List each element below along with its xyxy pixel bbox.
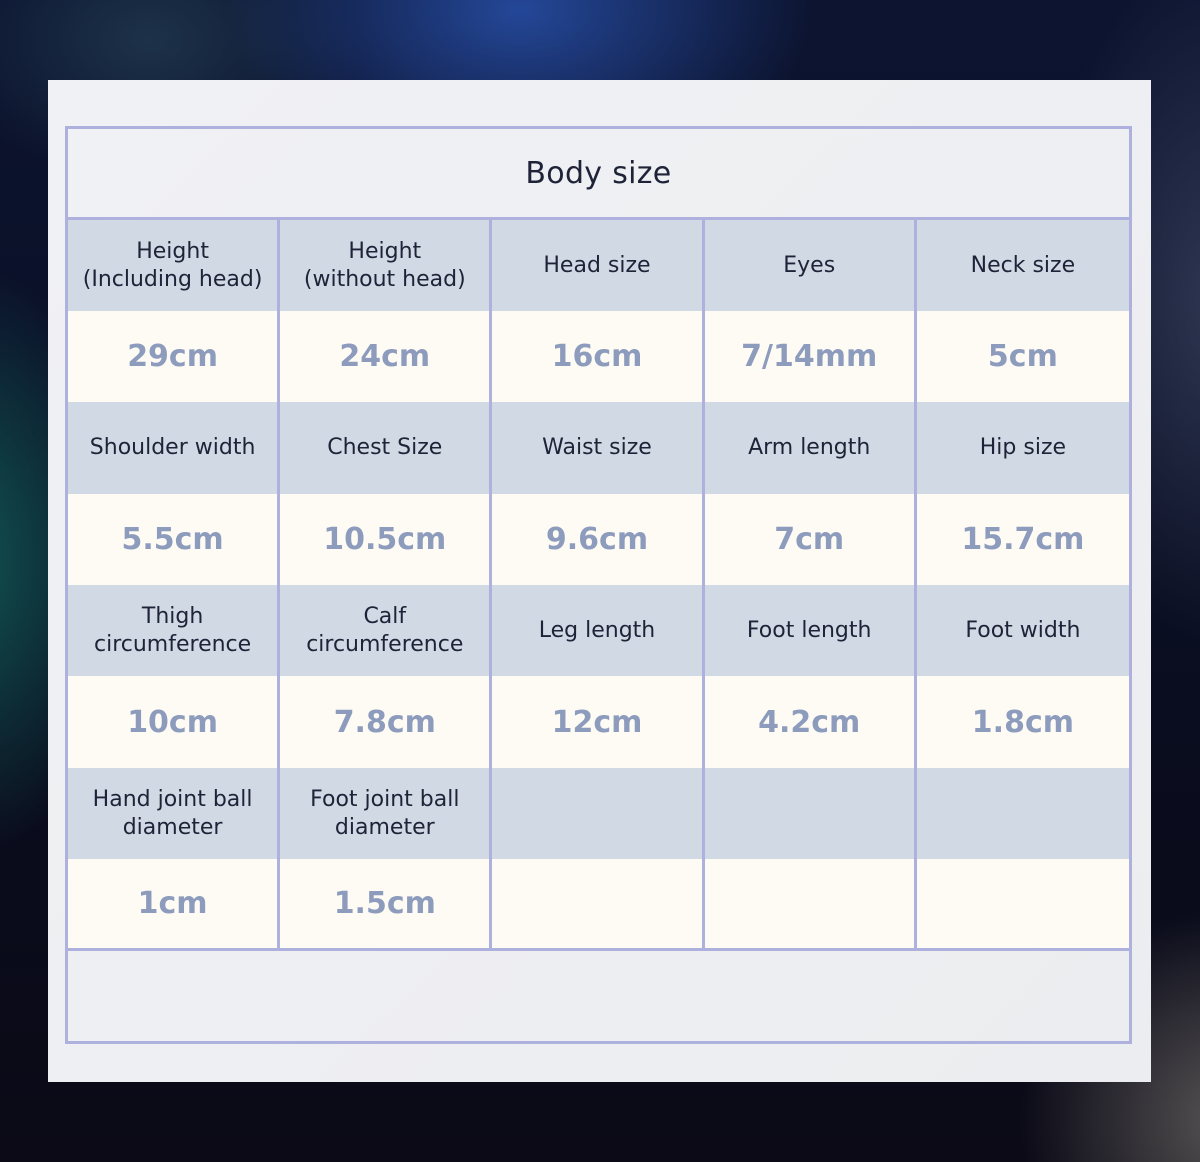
measurement-label	[705, 768, 917, 859]
measurement-label: Eyes	[705, 220, 917, 311]
measurements-grid	[68, 220, 1129, 951]
measurement-value: 15.7cm	[917, 494, 1129, 585]
measurement-value	[917, 859, 1129, 951]
measurement-label: Foot length	[705, 585, 917, 676]
measurement-value: 29cm	[68, 311, 280, 402]
measurement-value	[705, 859, 917, 951]
measurement-label: Head size	[492, 220, 704, 311]
measurement-label	[492, 768, 704, 859]
measurement-label: Hip size	[917, 402, 1129, 494]
measurement-value: 1.5cm	[280, 859, 492, 951]
size-table	[65, 126, 1132, 1044]
measurement-label: Height (Including head)	[68, 220, 280, 311]
measurement-label: Hand joint ball diameter	[68, 768, 280, 859]
measurement-value: 24cm	[280, 311, 492, 402]
title-row	[68, 129, 1129, 220]
measurement-label: Neck size	[917, 220, 1129, 311]
measurement-value: 7cm	[705, 494, 917, 585]
measurement-value: 9.6cm	[492, 494, 704, 585]
measurement-label: Height (without head)	[280, 220, 492, 311]
measurement-label: Thigh circumference	[68, 585, 280, 676]
measurement-value: 16cm	[492, 311, 704, 402]
measurement-label	[917, 768, 1129, 859]
measurement-value: 5cm	[917, 311, 1129, 402]
measurement-value: 7/14mm	[705, 311, 917, 402]
measurement-value: 5.5cm	[68, 494, 280, 585]
measurement-label: Shoulder width	[68, 402, 280, 494]
measurement-label: Foot joint ball diameter	[280, 768, 492, 859]
table-title: Body size	[525, 155, 672, 191]
measurement-label: Chest Size	[280, 402, 492, 494]
measurement-value	[492, 859, 704, 951]
measurement-label: Calf circumference	[280, 585, 492, 676]
measurement-label: Waist size	[492, 402, 704, 494]
measurement-label: Foot width	[917, 585, 1129, 676]
measurement-value: 7.8cm	[280, 676, 492, 768]
measurement-value: 4.2cm	[705, 676, 917, 768]
measurement-value: 10.5cm	[280, 494, 492, 585]
measurement-value: 10cm	[68, 676, 280, 768]
measurement-value: 12cm	[492, 676, 704, 768]
measurement-value: 1cm	[68, 859, 280, 951]
measurement-label: Leg length	[492, 585, 704, 676]
measurement-value: 1.8cm	[917, 676, 1129, 768]
measurement-label: Arm length	[705, 402, 917, 494]
size-chart-card	[48, 80, 1151, 1082]
